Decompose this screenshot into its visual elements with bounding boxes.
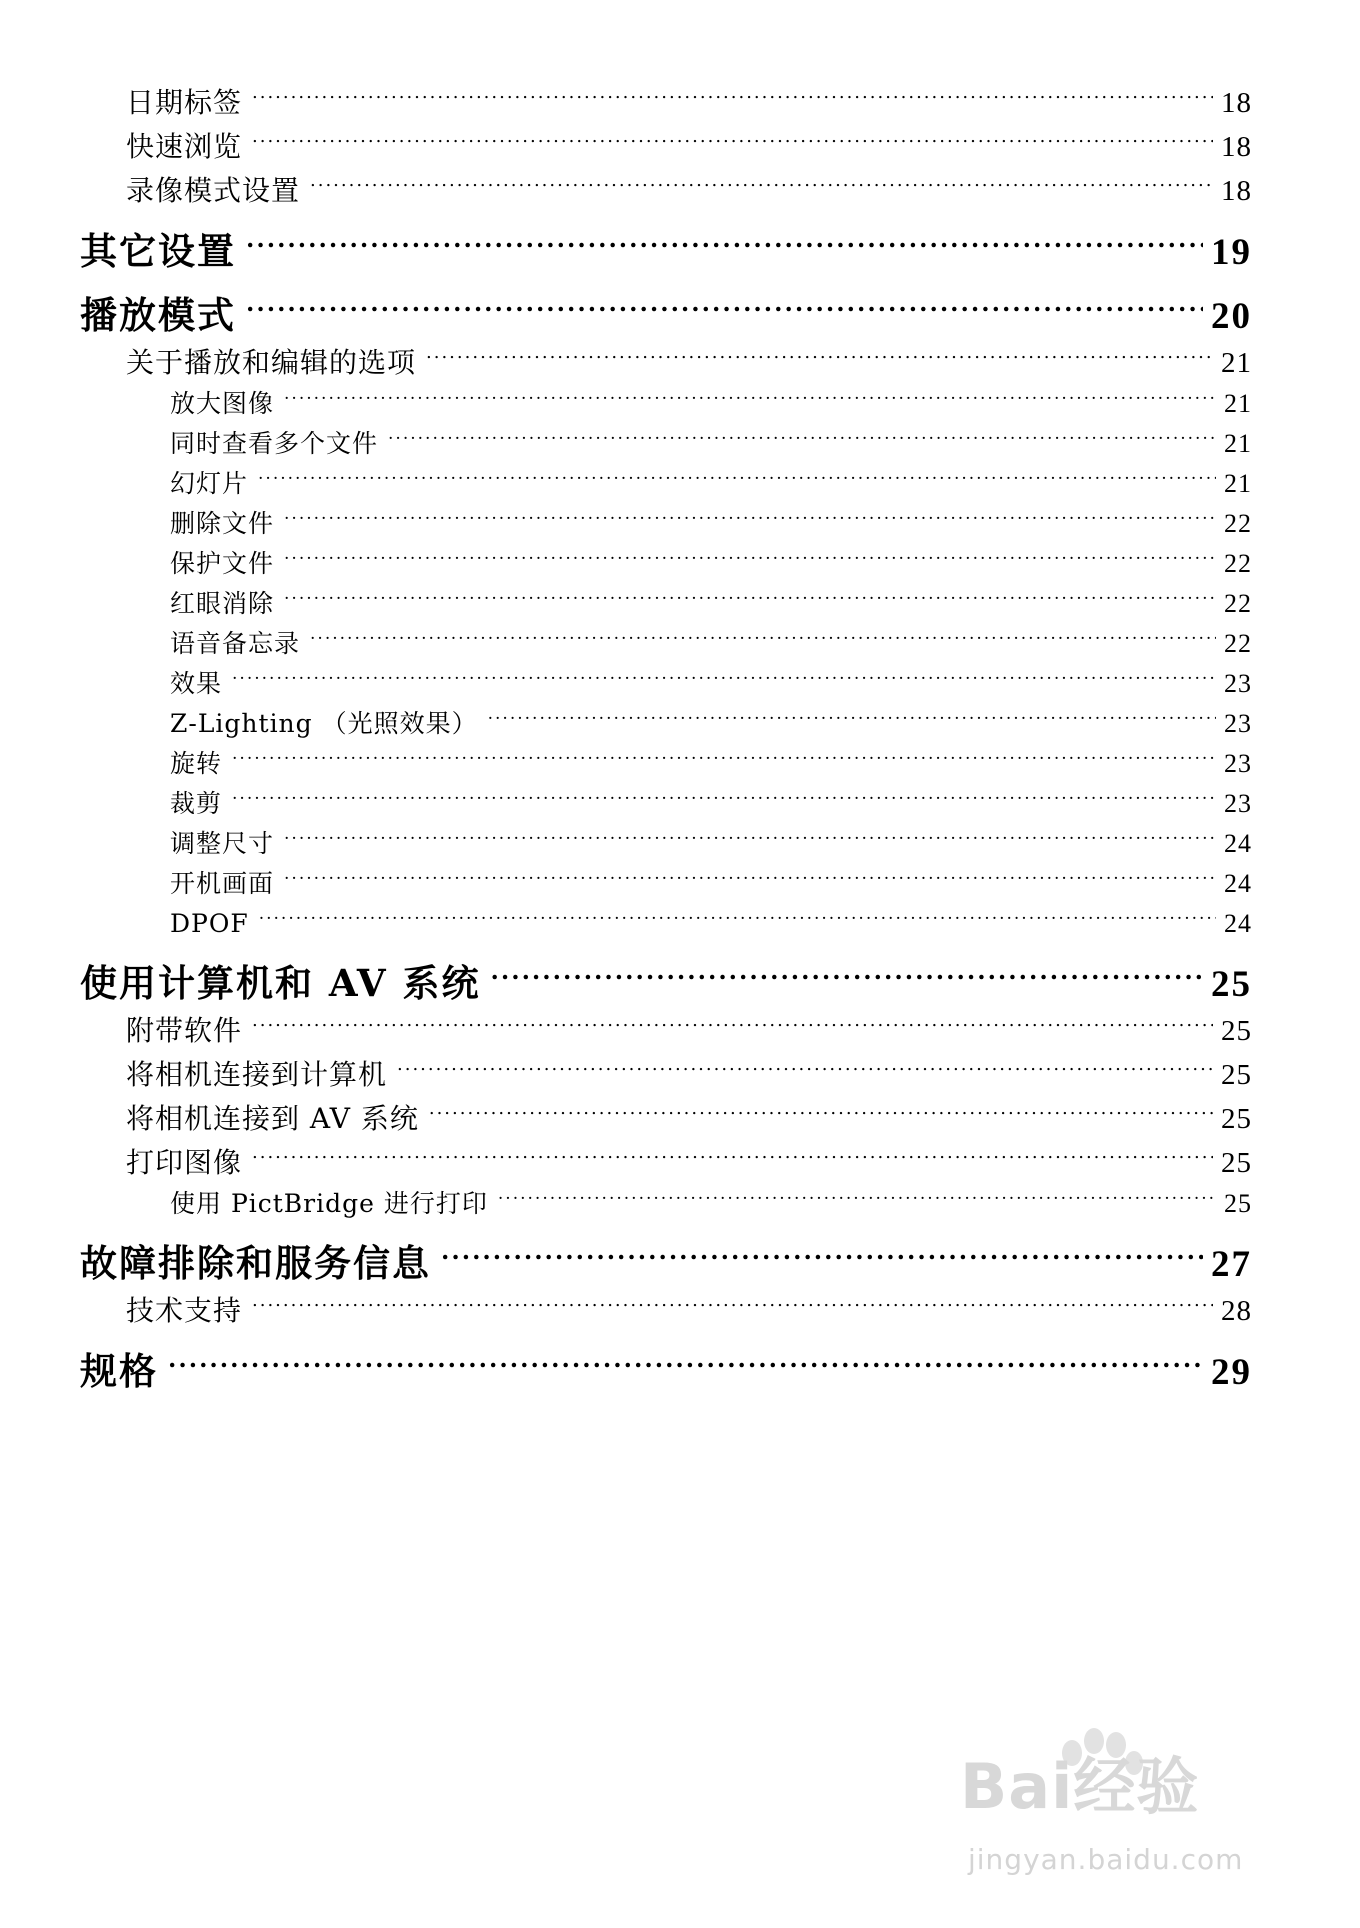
toc-entry-title: 日期标签	[126, 86, 243, 119]
toc-section[interactable]	[126, 1128, 1252, 1179]
toc-entry-title: 使用 PictBridge 进行打印	[170, 1189, 488, 1218]
toc-page-number: 25	[1211, 964, 1252, 1005]
dot-leader	[252, 68, 1213, 112]
toc-section[interactable]	[126, 1276, 1252, 1327]
dot-leader	[284, 812, 1216, 852]
toc-entry-title: 快速浏览	[126, 130, 243, 163]
baidu-jingyan-watermark	[960, 1735, 1300, 1895]
dot-leader	[441, 1218, 1203, 1276]
dot-leader	[284, 372, 1216, 412]
toc-page-number: 24	[1224, 909, 1252, 938]
toc-page-number: 23	[1224, 709, 1252, 738]
toc-entry-title: 放大图像	[170, 389, 275, 418]
dot-leader	[284, 572, 1216, 612]
toc-entry-title: DPOF	[170, 909, 249, 938]
toc-entry-title: 关于播放和编辑的选项	[126, 346, 417, 379]
toc-subsection[interactable]	[170, 492, 1252, 538]
toc-subsection[interactable]	[170, 1172, 1252, 1218]
toc-subsection[interactable]	[170, 652, 1252, 698]
toc-page-number: 19	[1211, 232, 1252, 273]
toc-subsection[interactable]	[170, 812, 1252, 858]
toc-entry-title: 效果	[170, 669, 223, 698]
toc-entry-title: 规格	[80, 1349, 158, 1393]
toc-chapter[interactable]	[80, 938, 1252, 1005]
dot-leader	[426, 328, 1213, 372]
toc-chapter[interactable]	[80, 1326, 1252, 1393]
dot-leader	[284, 492, 1216, 532]
toc-page-number: 18	[1221, 87, 1252, 119]
toc-page-number: 25	[1221, 1103, 1252, 1135]
toc-entry-title: 播放模式	[80, 293, 236, 337]
toc-entry-title: 附带软件	[126, 1014, 243, 1047]
toc-page-number: 22	[1224, 549, 1252, 578]
dot-leader	[252, 1128, 1213, 1172]
dot-leader	[397, 1040, 1213, 1084]
toc-page-number: 22	[1224, 629, 1252, 658]
toc-entry-title: 保护文件	[170, 549, 275, 578]
toc-entry-title: 裁剪	[170, 789, 223, 818]
toc-subsection[interactable]	[170, 772, 1252, 818]
toc-section[interactable]	[126, 996, 1252, 1047]
dot-leader	[252, 1276, 1213, 1320]
dot-leader	[168, 1326, 1203, 1384]
toc-page-number: 25	[1224, 1189, 1252, 1218]
toc-subsection[interactable]	[170, 852, 1252, 898]
toc-page-number: 28	[1221, 1295, 1252, 1327]
toc-subsection[interactable]	[170, 452, 1252, 498]
dot-leader	[259, 892, 1216, 932]
toc-section[interactable]	[126, 112, 1252, 163]
toc-subsection[interactable]	[170, 892, 1252, 938]
dot-leader	[388, 412, 1216, 452]
dot-leader	[310, 156, 1213, 200]
toc-entry-title: 录像模式设置	[126, 174, 301, 207]
toc-subsection[interactable]	[170, 692, 1252, 738]
toc-page-number: 25	[1221, 1147, 1252, 1179]
toc-entry-title: 幻灯片	[170, 469, 249, 498]
toc-chapter[interactable]	[80, 1218, 1252, 1285]
toc-entry-title: 将相机连接到计算机	[126, 1058, 388, 1091]
toc-entry-title: 其它设置	[80, 229, 236, 273]
toc-subsection[interactable]	[170, 532, 1252, 578]
toc-entry-title: 故障排除和服务信息	[80, 1241, 431, 1285]
dot-leader	[429, 1084, 1213, 1128]
toc-entry-title: 删除文件	[170, 509, 275, 538]
toc-page-number: 23	[1224, 669, 1252, 698]
dot-leader	[310, 612, 1216, 652]
toc-page-number: 25	[1221, 1015, 1252, 1047]
dot-leader	[284, 852, 1216, 892]
toc-subsection[interactable]	[170, 732, 1252, 778]
dot-leader	[284, 532, 1216, 572]
dot-leader	[232, 652, 1216, 692]
toc-page-number: 18	[1221, 131, 1252, 163]
toc-page-number: 29	[1211, 1352, 1252, 1393]
dot-leader	[498, 1172, 1216, 1212]
dot-leader	[246, 270, 1203, 328]
toc-page-number: 25	[1221, 1059, 1252, 1091]
toc-entry-title: Z-Lighting （光照效果）	[170, 709, 478, 738]
toc-page-number: 21	[1224, 389, 1252, 418]
toc-page-number: 18	[1221, 175, 1252, 207]
toc-page-number: 22	[1224, 509, 1252, 538]
toc-page-number: 23	[1224, 789, 1252, 818]
toc-entry-title: 使用计算机和 AV 系统	[80, 961, 481, 1005]
toc-subsection[interactable]	[170, 612, 1252, 658]
toc-page-number: 27	[1211, 1244, 1252, 1285]
toc-section[interactable]	[126, 156, 1252, 207]
toc-page-number: 20	[1211, 296, 1252, 337]
table-of-contents	[80, 68, 1252, 1393]
toc-entry-title: 红眼消除	[170, 589, 275, 618]
watermark-url: jingyan.baidu.com	[968, 1843, 1244, 1876]
toc-section[interactable]	[126, 328, 1252, 379]
toc-page-number: 22	[1224, 589, 1252, 618]
toc-entry-title: 同时查看多个文件	[170, 429, 379, 458]
toc-subsection[interactable]	[170, 412, 1252, 458]
toc-page-number: 24	[1224, 829, 1252, 858]
toc-subsection[interactable]	[170, 372, 1252, 418]
dot-leader	[246, 206, 1203, 264]
toc-page-number: 21	[1224, 429, 1252, 458]
toc-page-number: 21	[1224, 469, 1252, 498]
toc-subsection[interactable]	[170, 572, 1252, 618]
toc-entry-title: 旋转	[170, 749, 223, 778]
toc-section[interactable]	[126, 68, 1252, 119]
toc-entry-title: 技术支持	[126, 1294, 243, 1327]
toc-entry-title: 开机画面	[170, 869, 275, 898]
toc-entry-title: 打印图像	[126, 1146, 243, 1179]
toc-chapter[interactable]	[80, 206, 1252, 273]
watermark-brand: Bai经验	[960, 1750, 1200, 1823]
dot-leader	[258, 452, 1216, 492]
dot-leader	[491, 938, 1204, 996]
toc-entry-title: 语音备忘录	[170, 629, 301, 658]
toc-chapter[interactable]	[80, 270, 1252, 337]
toc-entry-title: 调整尺寸	[170, 829, 275, 858]
toc-page-number: 24	[1224, 869, 1252, 898]
dot-leader	[232, 732, 1216, 772]
dot-leader	[232, 772, 1216, 812]
toc-page-number: 21	[1221, 347, 1252, 379]
dot-leader	[252, 112, 1213, 156]
dot-leader	[252, 996, 1213, 1040]
dot-leader	[488, 692, 1216, 732]
toc-page-number: 23	[1224, 749, 1252, 778]
toc-section[interactable]	[126, 1040, 1252, 1091]
toc-entry-title: 将相机连接到 AV 系统	[126, 1102, 419, 1135]
